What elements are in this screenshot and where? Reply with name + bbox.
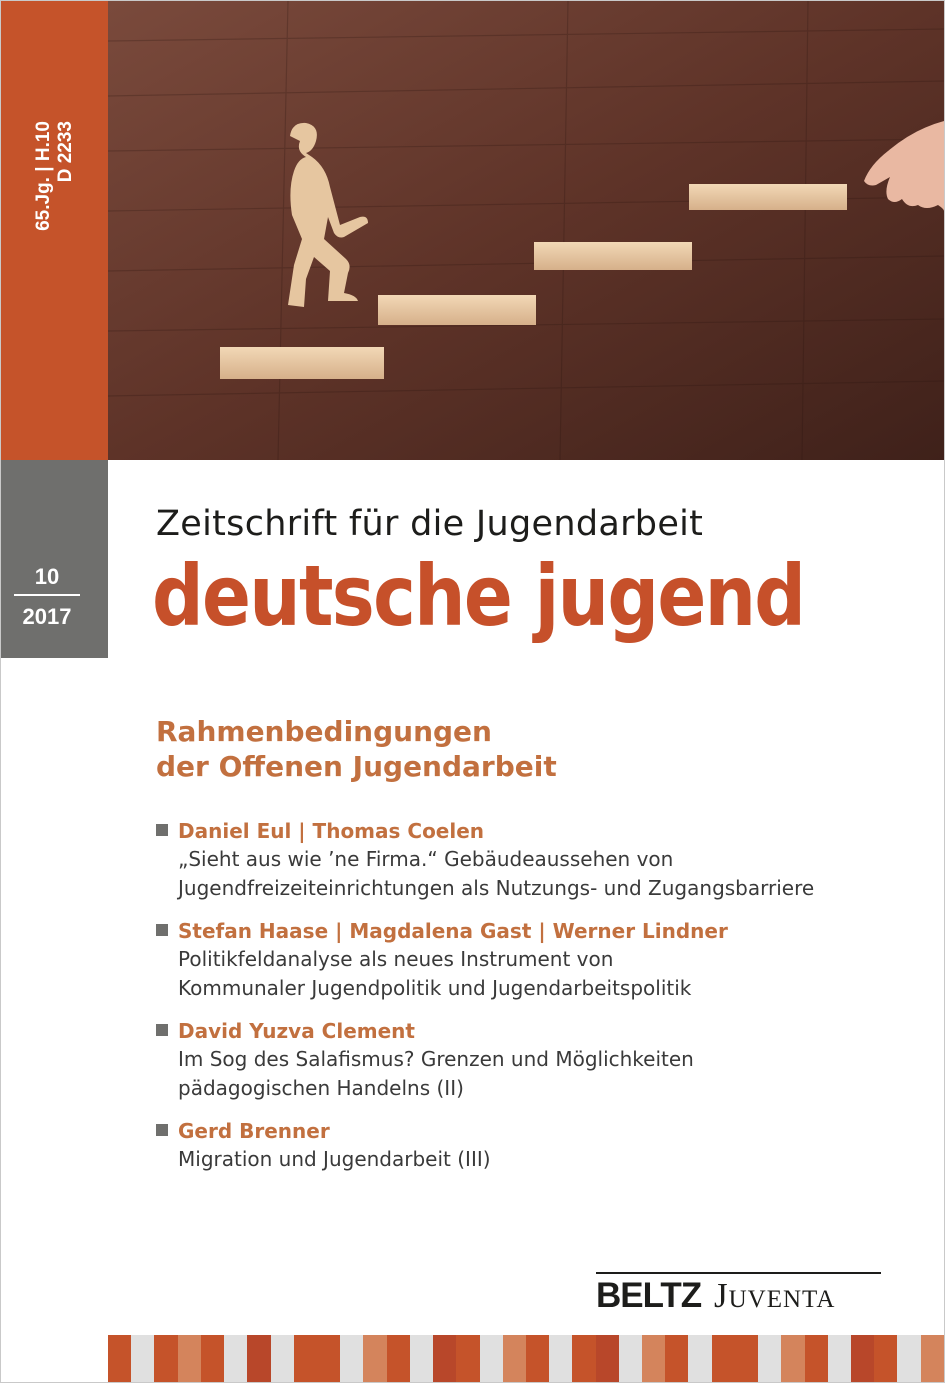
stripe-segment [294,1335,317,1382]
cover-photo [108,1,944,460]
stripe-segment [480,1335,503,1382]
stairs-illustration [108,1,944,460]
spine-separator: | [33,166,54,172]
stripe-segment [596,1335,619,1382]
journal-title: deutsche jugend [152,547,805,645]
step-block-3 [534,242,692,270]
publisher-beltz: BELTZ [596,1276,702,1315]
publisher-logo [596,1272,881,1314]
stripe-segment [387,1335,410,1382]
article-title-line: pädagogischen Handelns (II) [178,1076,464,1100]
issue-box [14,562,80,632]
stripe-segment [224,1335,247,1382]
stripe-segment [247,1335,270,1382]
article-authors: Stefan Haase | Magdalena Gast | Werner Lindner [178,919,728,943]
stripe-segment [503,1335,526,1382]
stripe-segment [665,1335,688,1382]
stripe-segment [642,1335,665,1382]
spine-code: D 2233 [55,121,76,183]
stripe-segment [154,1335,177,1382]
stripe-segment [851,1335,874,1382]
spine-issue: H.10 [33,121,54,162]
stripe-segment [735,1335,758,1382]
stripe-segment [317,1335,340,1382]
issue-number: 10 [34,564,60,589]
article-title-line: „Sieht aus wie ’ne Firma.“ Gebäudeaussehen von [178,847,674,871]
article-item [156,817,916,903]
stripe-segment [921,1335,944,1382]
stripe-segment [619,1335,642,1382]
issue-divider [14,594,80,596]
step-block-1 [220,347,384,379]
article-title-line: Jugendfreizeiteinrichtungen als Nutzungs- und Zugangsbarriere [178,876,815,900]
stripe-segment [758,1335,781,1382]
stripe-segment [712,1335,735,1382]
stripe-segment [201,1335,224,1382]
article-authors: Gerd Brenner [178,1119,330,1143]
stripe-segment [897,1335,920,1382]
article-title-line: Migration und Jugendarbeit (III) [178,1147,491,1171]
article-authors: David Yuzva Clement [178,1019,415,1043]
issue-year: 2017 [22,604,72,629]
article-item [156,1017,916,1103]
stripe-segment [526,1335,549,1382]
article-title-line: Im Sog des Salafismus? Grenzen und Möglichkeiten [178,1047,694,1071]
bullet-square-icon [156,924,168,936]
stripe-segment [781,1335,804,1382]
spine-text [33,121,77,231]
stripe-segment [456,1335,479,1382]
stripe-segment [874,1335,897,1382]
stripe-segment [108,1335,131,1382]
stripe-segment [178,1335,201,1382]
article-title-line: Kommunaler Jugendpolitik und Jugendarbeitspolitik [178,976,692,1000]
spine-strip [1,1,108,460]
stripe-segment [688,1335,711,1382]
bullet-square-icon [156,1024,168,1036]
stripe-segment [549,1335,572,1382]
issue-topic [156,714,557,784]
article-item [156,917,916,1003]
stripe-segment [433,1335,456,1382]
step-block-2 [378,295,536,325]
topic-line-1: Rahmenbedingungen [156,715,492,748]
decorative-stripe [108,1335,944,1382]
step-block-4 [689,184,847,210]
bullet-square-icon [156,824,168,836]
journal-subtitle: Zeitschrift für die Jugendarbeit [156,504,704,544]
article-item [156,1117,916,1174]
stripe-segment [131,1335,154,1382]
stripe-segment [363,1335,386,1382]
wood-background [108,1,944,460]
stripe-segment [805,1335,828,1382]
spine-volume: 65.Jg. [33,177,54,231]
article-list [156,817,916,1188]
stripe-segment [828,1335,851,1382]
article-authors: Daniel Eul | Thomas Coelen [178,819,485,843]
stripe-segment [340,1335,363,1382]
article-title-line: Politikfeldanalyse als neues Instrument von [178,947,614,971]
bullet-square-icon [156,1124,168,1136]
topic-line-2: der Offenen Jugendarbeit [156,750,557,783]
stripe-segment [271,1335,294,1382]
publisher-juventa: Juventa [714,1276,836,1315]
stripe-segment [572,1335,595,1382]
stripe-segment [410,1335,433,1382]
